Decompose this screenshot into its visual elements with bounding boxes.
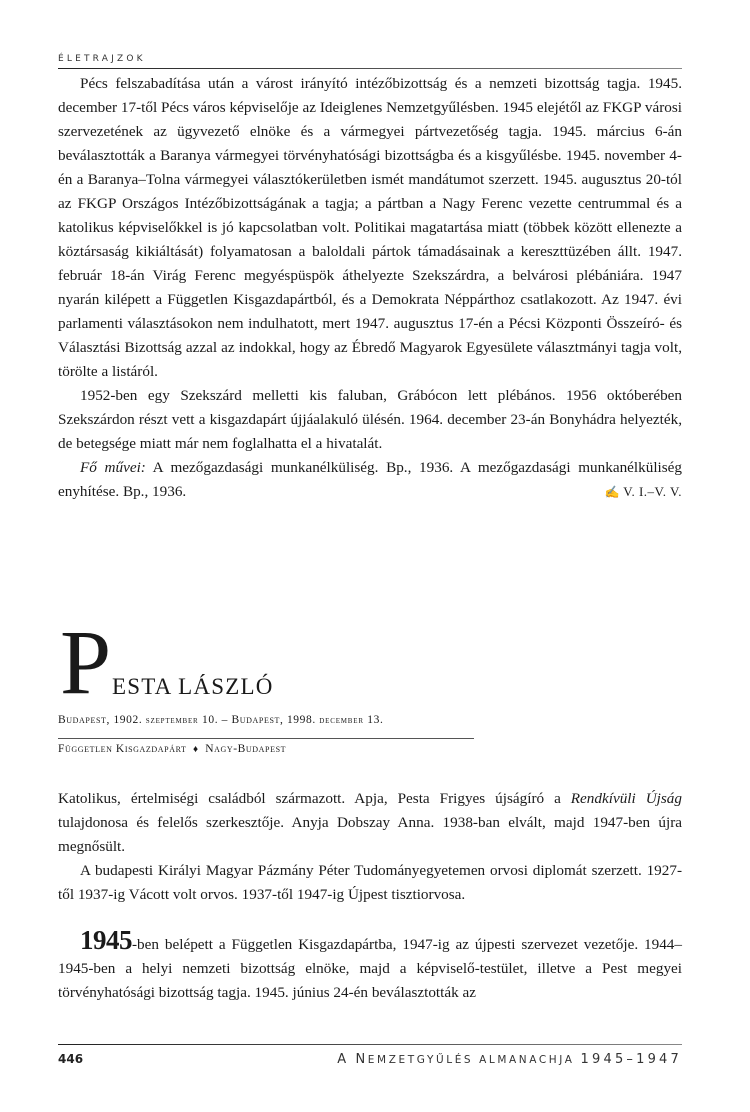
paragraph: A budapesti Királyi Magyar Pázmány Péter Tudományegyetemen orvosi diplomát szerzett. 1927-től 1937-ig Vácott volt orvos. 1937-től 1947-ig Újpest tisztiorvosa. — [58, 862, 682, 903]
works-paragraph — [58, 456, 682, 504]
running-header: ÉLETRAJZOK — [58, 54, 146, 64]
footer-years: 1945–1947 — [580, 1052, 682, 1067]
drop-cap: P — [60, 611, 112, 713]
death-month: december — [319, 715, 364, 726]
death-year: 1998. — [286, 714, 316, 726]
author-signature — [583, 480, 682, 504]
party-line — [58, 743, 286, 755]
emphasized-year: 1945 — [80, 925, 132, 955]
death-day: 13. — [367, 714, 384, 726]
footer-title-part: A — [337, 1052, 356, 1067]
previous-entry-text — [58, 72, 682, 504]
constituency: Nagy-Budapest — [205, 743, 287, 755]
party-name: Független Kisgazdapárt — [58, 743, 187, 755]
text-run: -ben belépett a Független Kisgazdapártba, 1947-ig az újpesti szervezet vezetője. 1944–1945-ben a helyi nemzeti bizottság elnöke, majd a képviselő-testület, illetve a Pest megyei törvényhatósági bizottság tagja. 1945. június 24-én beválasztották az — [58, 936, 682, 1001]
entry-political-career — [58, 925, 682, 1005]
entry-name: ESTA LÁSZLÓ — [112, 674, 274, 699]
footer-title-part: EMZETGYŰLÉS ALMANACHJA — [367, 1054, 581, 1066]
works-label: Fő művei: — [80, 459, 146, 476]
paragraph — [58, 787, 682, 859]
page-number: 446 — [58, 1052, 84, 1066]
running-footer — [337, 1052, 682, 1067]
life-dates — [58, 714, 682, 726]
footer-title-part: N — [355, 1052, 368, 1067]
birth-year: 1902. — [113, 714, 143, 726]
pen-writing-icon: ✍ — [604, 485, 621, 499]
works-text: A mezőgazdasági munkanélküliség. Bp., 1936. A mezőgazdasági munkanélküliség enyhítése. Bp., 1936. — [58, 459, 682, 500]
entry-rule — [58, 738, 474, 739]
newspaper-title: Rendkívüli Újság — [570, 790, 682, 807]
paragraph: Pécs felszabadítása után a várost irányító intézőbizottság és a nemzeti bizottság tagja. 1945. december 17-től Pécs város képviselője az Ideiglenes Nemzetgyűlésben. 1945 elejétől az FKGP városi szervezetének az ügyvezető elnöke és a vármegyei pártvezetőség tagja. 1945. március 6-án beválasztották a Baranya vármegyei törvényhatósági bizottságba és a kisgyűlésbe. 1945. november 4-én a Baranya–Tolna vármegyei választókerületben ismét mandátumot szerzett. 1945. augusztus 20-tól az FKGP Országos Intézőbizottságának a tagja; a pártban a Nagy Ferenc vezette centrummal és a katolikus képviselőkkel is jó kapcsolatban volt. Politikai magatartása miatt (többek között ellenezte a köztársaság kikiáltását) folyamatosan a baloldali pártok támadásainak a kereszttüzében állt. 1947. február 18-án Virág Ferenc megyéspüspök áthelyezte Szekszárdra, a belvárosi plébániára. 1947 nyarán kilépett a Független Kisgazdapártból, és a Demokrata Néppárthoz csatlakozott. Az 1947. évi parlamenti választásokon nem indulhatott, mert 1947. augusztus 17-én a Pécsi Központi Összeíró- és Választási Bizottság azzal az indokkal, hogy az Ébredő Magyarok Egyesülete választmányi tagja volt, törölte a listáról. — [58, 75, 682, 380]
death-place: Budapest, — [231, 714, 284, 726]
birth-place: Budapest, — [58, 714, 110, 726]
paragraph: 1952-ben egy Szekszárd melletti kis faluban, Grábócon lett plébános. 1956 októberében Szekszárdon részt vett a kisgazdapárt újjáalakuló ülésén. 1964. december 23-án Bonyhádra helyezték, de betegsége miatt már nem foglalhatta el a hivatalát. — [58, 387, 682, 452]
birth-month: szeptember — [145, 715, 199, 726]
text-run: tulajdonosa és felelős szerkesztője. Anyja Dobszay Anna. 1938-ban elvált, majd 1947-ben újra megnősült. — [58, 814, 682, 855]
header-rule — [58, 68, 682, 69]
birth-day: 10. – — [202, 714, 229, 726]
paragraph — [58, 925, 682, 1005]
footer-rule — [58, 1044, 682, 1045]
diamond-icon: ♦ — [193, 744, 199, 755]
text-run: Katolikus, értelmiségi családból származott. Apja, Pesta Frigyes újságíró a — [58, 790, 571, 807]
entry-biography — [58, 787, 682, 907]
signature-initials: V. I.–V. V. — [623, 484, 682, 499]
